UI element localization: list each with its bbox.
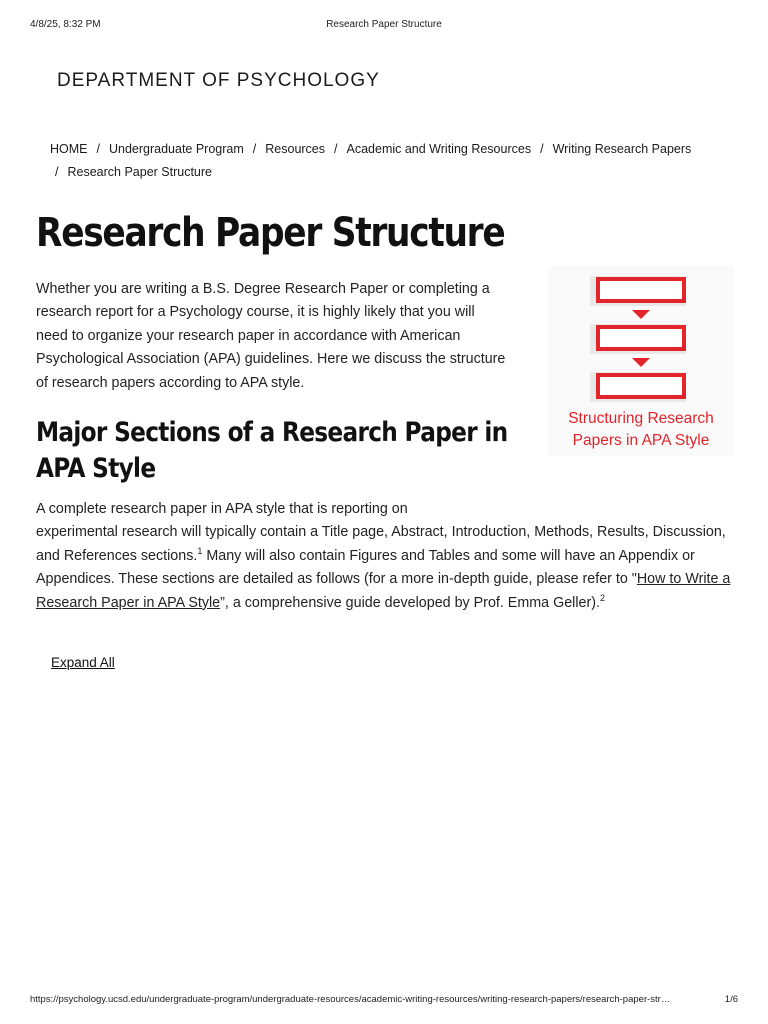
breadcrumb-resources[interactable]: Resources <box>265 142 326 156</box>
flowchart-graphic <box>548 266 734 408</box>
paragraph-text: Many will also contain Figures and Tables and some will have an Appendix or Appendices. These sections are detailed as follows (for a more in-depth guide, please refer to " <box>36 547 695 588</box>
flow-box <box>598 279 684 301</box>
footnote-ref-1[interactable]: 1 <box>197 545 203 556</box>
breadcrumb-academic-writing-resources[interactable]: Academic and Writing Resources <box>346 142 532 156</box>
intro-paragraph: Whether you are writing a B.S. Degree Research Paper or completing a research report for a Psychology course, it is highly likely that you will need to organize your research paper in accordance with American Psychological Association (APA) guidelines. Here we discuss the structure of research papers according to APA style. <box>36 281 506 391</box>
paragraph-text: ”, a comprehensive guide developed by Prof. Emma Geller). <box>220 594 600 611</box>
flow-box <box>598 375 684 397</box>
print-header <box>30 19 738 33</box>
apa-guide-link[interactable]: How to Write a Research Paper in APA Style <box>36 571 731 611</box>
paragraph-text: experimental research will typically contain a Title page, Abstract, Introduction, Methods, Results, Discussion, and References sections. <box>36 524 726 564</box>
flow-box <box>598 327 684 349</box>
expand-all-link[interactable]: Expand All <box>51 655 115 670</box>
footnote-ref-2[interactable]: 2 <box>599 592 605 603</box>
breadcrumb <box>50 138 730 184</box>
print-datetime: 4/8/25, 8:32 PM <box>30 19 101 30</box>
breadcrumb-current: Research Paper Structure <box>67 165 212 179</box>
breadcrumb-separator: / <box>252 142 257 156</box>
page-number: 1/6 <box>724 994 738 1005</box>
breadcrumb-writing-research-papers[interactable]: Writing Research Papers <box>552 142 692 156</box>
print-url: https://psychology.ucsd.edu/undergraduate-program/undergraduate-resources/academic-writing-resources/writing-research-papers/research-paper-str… <box>30 994 671 1005</box>
breadcrumb-undergraduate-program[interactable]: Undergraduate Program <box>108 142 244 156</box>
figure-caption <box>548 408 734 452</box>
breadcrumb-separator: / <box>540 142 544 156</box>
page-title: Research Paper Structure <box>36 210 505 256</box>
arrow-down-icon <box>632 310 650 319</box>
section-heading: Major Sections of a Research Paper in APA Style <box>36 417 508 484</box>
figure-caption-line: Papers in APA Style <box>572 432 710 449</box>
sections-paragraph <box>36 498 736 615</box>
apa-structure-figure[interactable] <box>548 266 734 456</box>
breadcrumb-separator: / <box>334 142 338 156</box>
print-page-title: Research Paper Structure <box>326 19 442 30</box>
breadcrumb-separator: / <box>96 142 100 156</box>
department-name[interactable]: DEPARTMENT OF PSYCHOLOGY <box>57 70 380 91</box>
breadcrumb-home[interactable]: HOME <box>50 142 88 156</box>
breadcrumb-separator: / <box>55 165 59 179</box>
print-footer <box>30 994 738 1008</box>
paragraph-text: A complete research paper in APA style that is reporting on <box>36 501 408 517</box>
arrow-down-icon <box>632 358 650 367</box>
figure-caption-line: Structuring Research <box>568 410 714 427</box>
